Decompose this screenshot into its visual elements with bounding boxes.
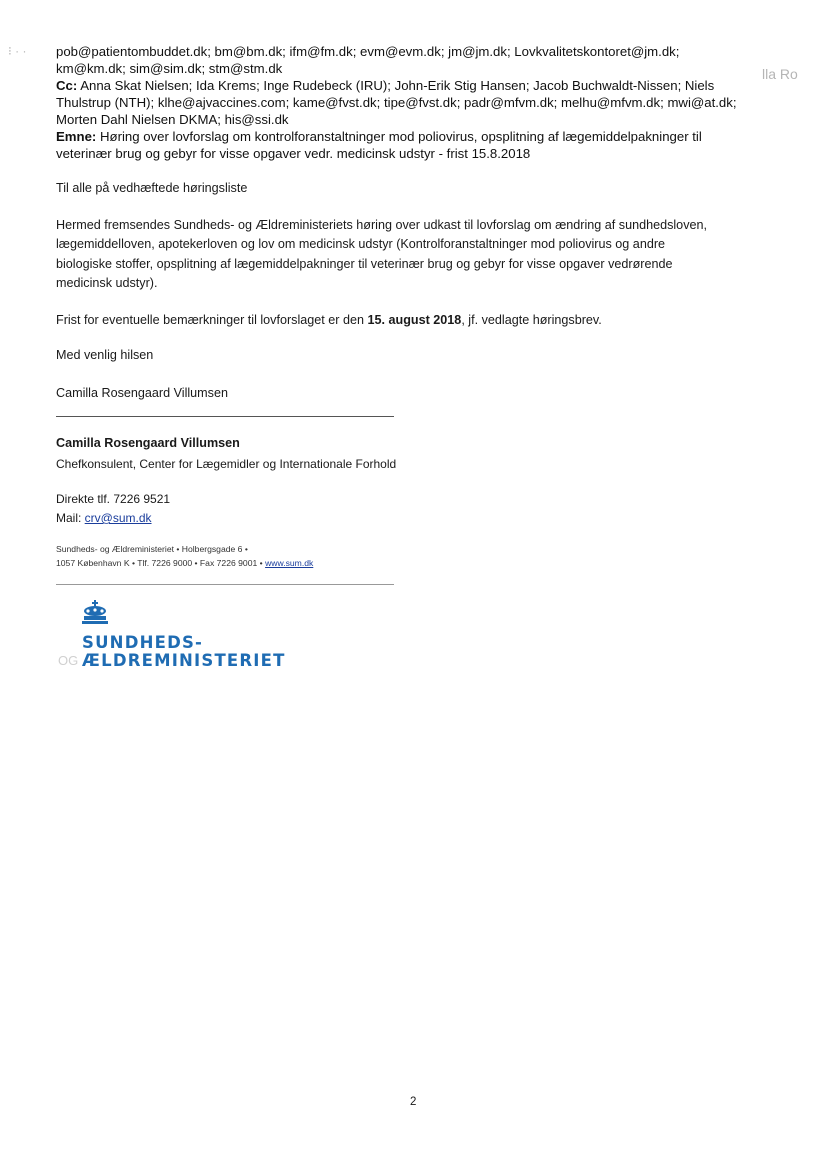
mail-label: Mail: — [56, 511, 85, 525]
address-text: 1057 København K • Tlf. 7226 9000 • Fax 7226 9001 • — [56, 558, 266, 568]
to-recipients-line-2: km@km.dk; sim@sim.dk; stm@stm.dk — [56, 61, 283, 76]
cc-line-1 — [56, 77, 796, 95]
deadline-sentence — [56, 311, 786, 330]
logo-line-2: ÆLDREMINISTERIET — [82, 651, 286, 670]
cc-line-3: Morten Dahl Nielsen DKMA; his@ssi.dk — [56, 112, 289, 127]
address-divider — [56, 584, 394, 585]
signature-mail — [56, 509, 152, 528]
paragraph-line-1: Hermed fremsendes Sundheds- og Ældreministeriets høring over udkast til lovforslag om ændring af sundhedsloven, — [56, 218, 707, 232]
address-line-1: Sundheds- og Ældreministeriet • Holbergsgade 6 • — [56, 544, 248, 554]
subject-text-1: Høring over lovforslag om kontrolforanstaltninger mod poliovirus, opsplitning af lægemiddelpakninger til — [99, 129, 702, 144]
crown-logo-icon — [80, 600, 110, 626]
logo-line-1: SUNDHEDS- — [82, 633, 204, 652]
address-line-2 — [56, 557, 313, 569]
subject-label: Emne: — [56, 129, 97, 144]
website-link[interactable]: www.sum.dk — [265, 558, 314, 568]
mail-link[interactable]: crv@sum.dk — [84, 511, 152, 525]
sender-name: Camilla Rosengaard Villumsen — [56, 386, 228, 400]
scan-artifact-left: ⁝ · · — [8, 44, 27, 58]
signature-divider — [56, 416, 394, 417]
closing: Med venlig hilsen — [56, 348, 154, 362]
deadline-date: 15. august 2018 — [367, 313, 462, 327]
page-number: 2 — [410, 1096, 417, 1108]
deadline-post: , jf. vedlagte høringsbrev. — [461, 313, 602, 327]
cc-recipients-1: Anna Skat Nielsen; Ida Krems; Inge Rudebeck (IRU); John-Erik Stig Hansen; Jacob Buchwaldt-Nissen; Niels — [80, 78, 715, 93]
subject-line-2: veterinær brug og gebyr for visse opgaver vedr. medicinsk udstyr - frist 15.8.2018 — [56, 146, 531, 161]
body-paragraph — [56, 216, 786, 294]
scan-artifact-right: lla Ro — [762, 66, 798, 82]
greeting: Til alle på vedhæftede høringsliste — [56, 181, 248, 195]
paragraph-line-3: biologiske stoffer, opsplitning af lægemiddelpakninger til veterinær brug og gebyr for visse opgaver vedrørende — [56, 256, 673, 271]
signature-title: Chefkonsulent, Center for Lægemidler og Internationale Forhold — [56, 457, 397, 471]
deadline-pre: Frist for eventuelle bemærkninger til lovforslaget er den — [56, 313, 368, 327]
to-recipients-line-1: pob@patientombuddet.dk; bm@bm.dk; ifm@fm.dk; evm@evm.dk; jm@jm.dk; Lovkvalitetskontoret@jm.dk; — [56, 44, 680, 59]
cc-line-2: Thulstrup (NTH); klhe@ajvaccines.com; kame@fvst.dk; tipe@fvst.dk; padr@mfvm.dk; melhu@mfvm.dk; mwi@at.dk; — [56, 95, 737, 110]
logo-ghost-prefix: OG — [58, 653, 79, 668]
paragraph-line-2: lægemiddelloven, apotekerloven og lov om medicinsk udstyr (Kontrolforanstaltninger mod poliovirus og andre — [56, 237, 666, 252]
paragraph-line-4: medicinsk udstyr). — [56, 276, 158, 291]
signature-name: Camilla Rosengaard Villumsen — [56, 436, 240, 450]
signature-phone: Direkte tlf. 7226 9521 — [56, 492, 171, 506]
subject-line-1 — [56, 128, 796, 146]
cc-label: Cc: — [56, 78, 78, 93]
